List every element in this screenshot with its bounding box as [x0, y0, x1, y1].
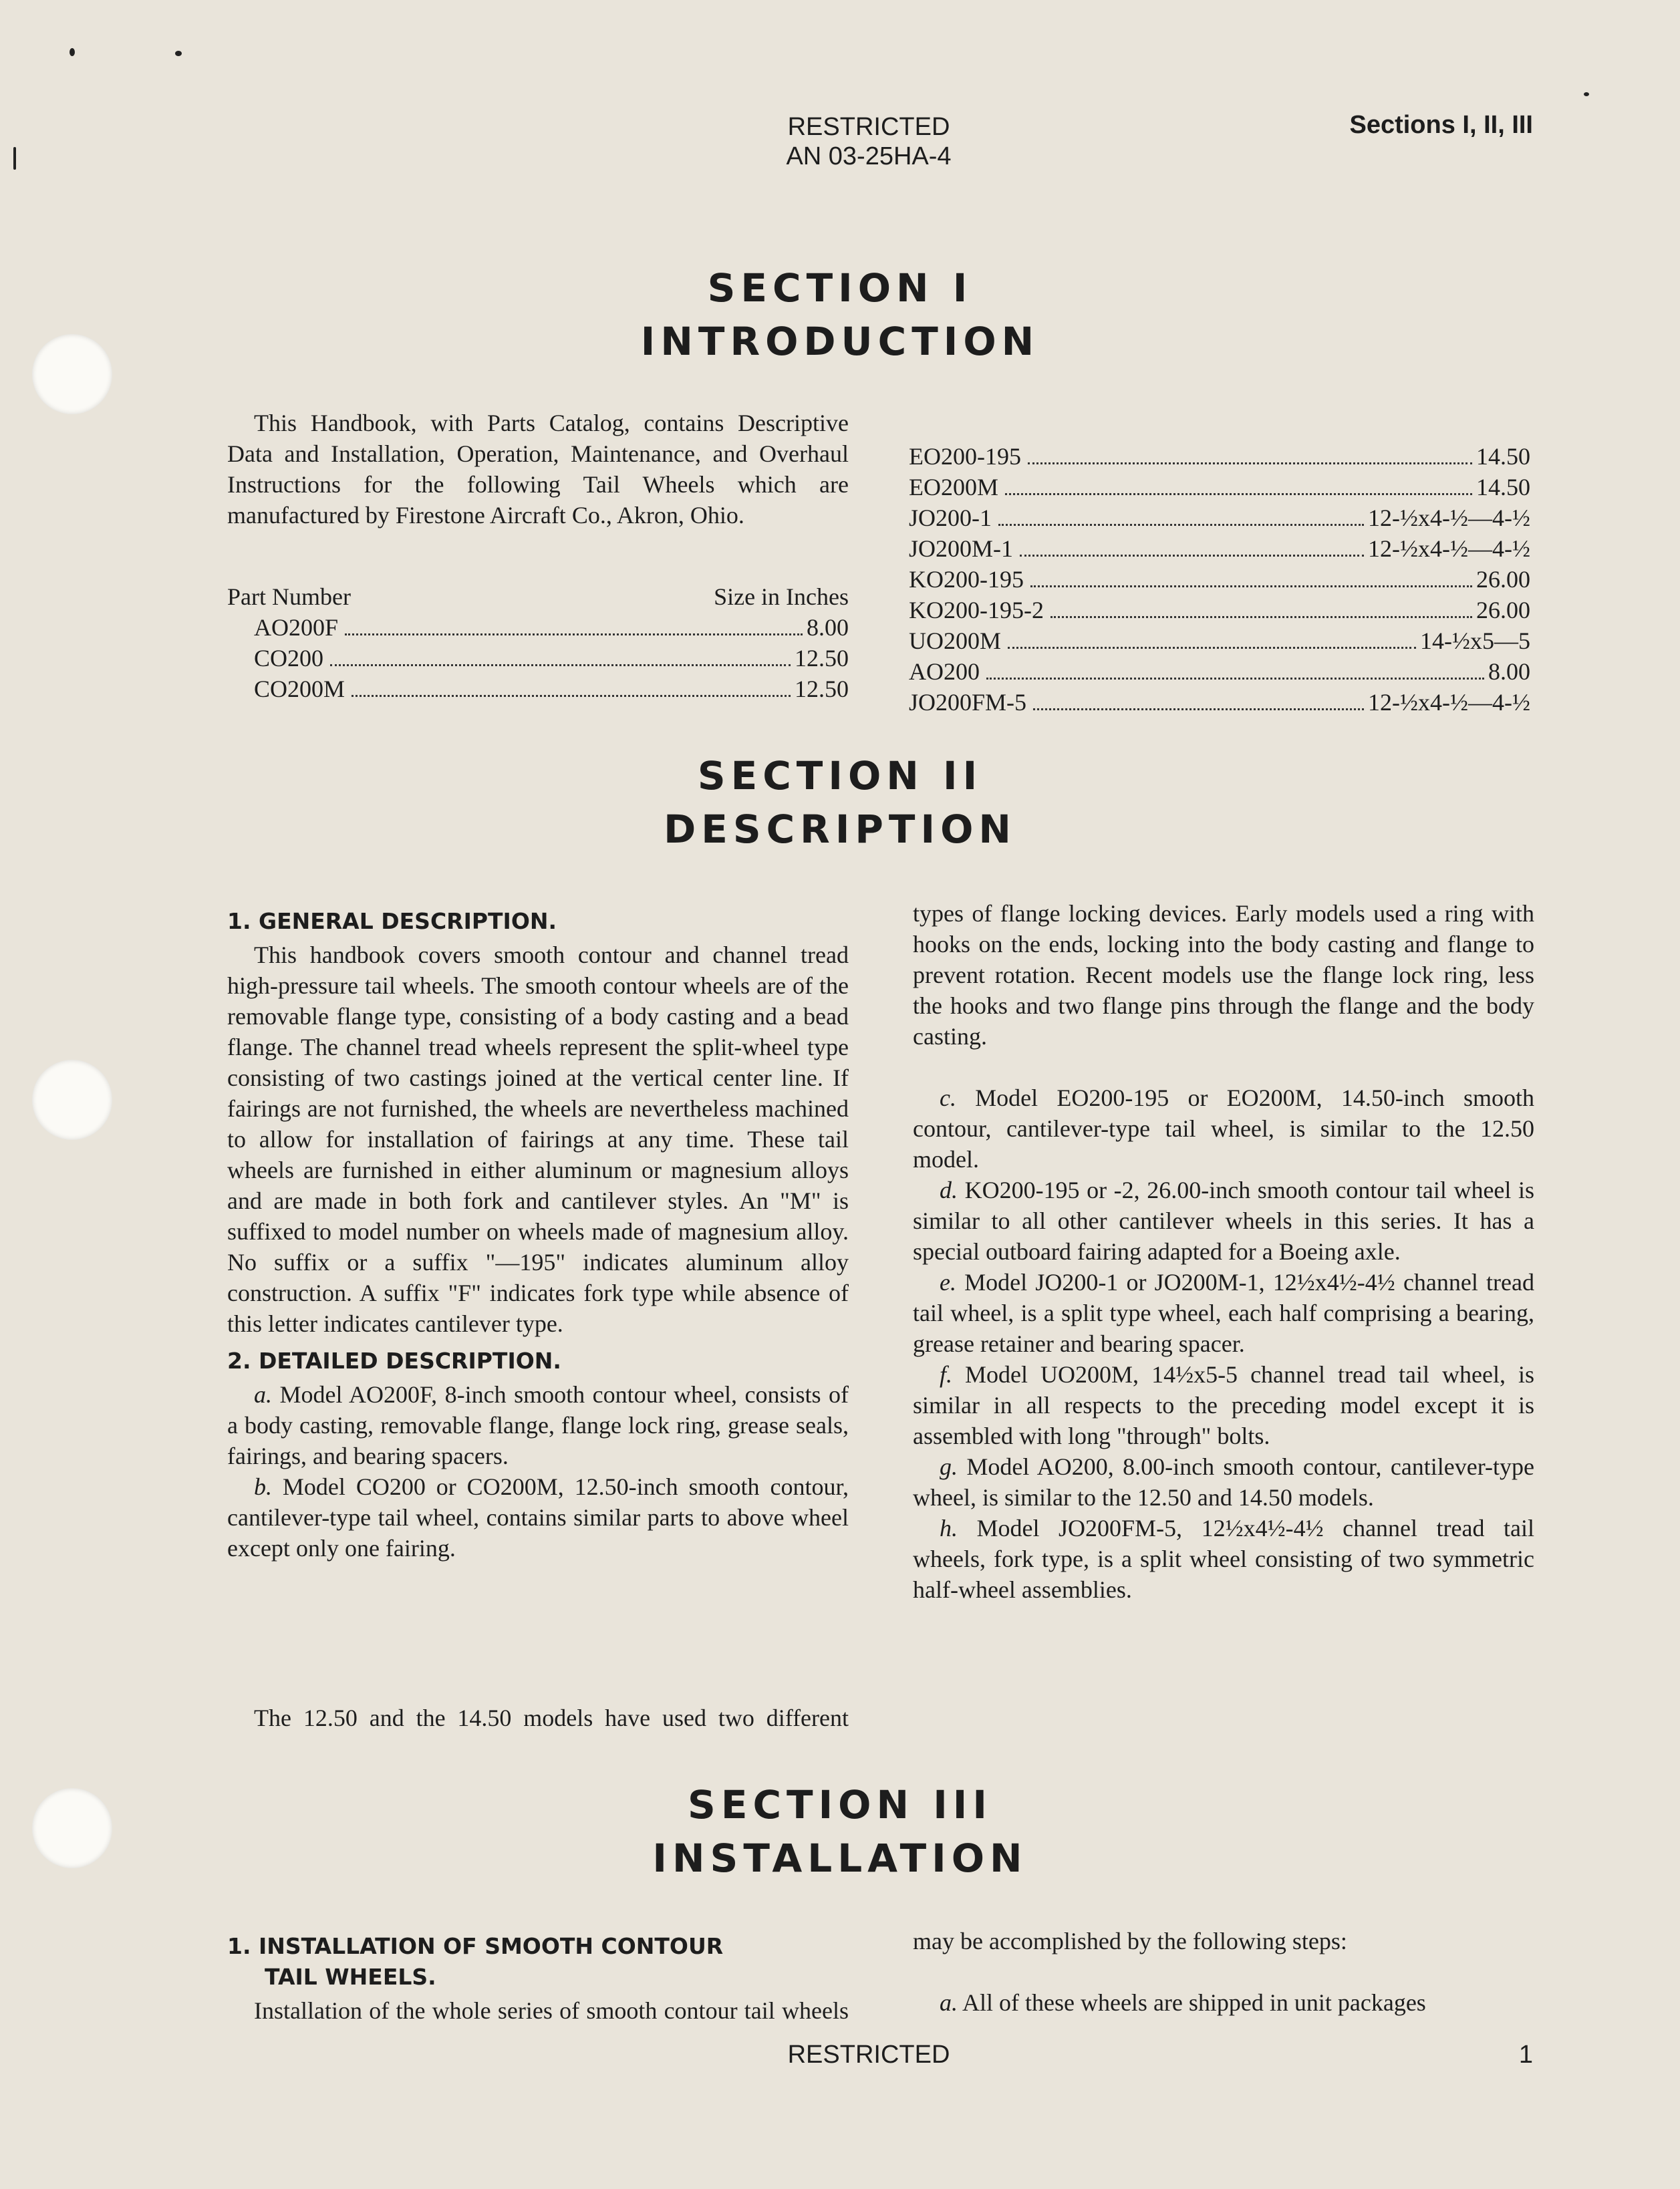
page-number: 1 [1518, 2041, 1533, 2069]
binder-hole-middle [32, 1060, 112, 1140]
item-letter: a. [940, 1989, 958, 2016]
section-3-right-column [913, 1926, 1534, 2018]
document-number: AN 03-25HA-4 [786, 142, 952, 170]
installation-paragraph-start [227, 1995, 849, 2026]
item-text: Model AO200, 8.00-inch smooth contour, cantilever-type wheel, is similar to the 12.50 and 14.50 models. [913, 1453, 1534, 1511]
parts-row [909, 472, 1530, 502]
part-size: 8.00 [1488, 658, 1530, 685]
dot-leader [352, 695, 791, 697]
speck-mark [13, 147, 16, 170]
part-size: 12-½x4-½—4-½ [1368, 689, 1530, 716]
speck-mark [69, 48, 75, 56]
dot-leader [345, 633, 803, 635]
parts-row [909, 625, 1530, 656]
item-g [913, 1451, 1534, 1513]
part-size: 12.50 [795, 645, 849, 672]
section-3-left-column [227, 1924, 849, 2026]
part-size: 8.00 [807, 614, 849, 641]
section-2-left-column [227, 899, 849, 1564]
item-text: Model CO200 or CO200M, 12.50-inch smooth contour, cantilever-type tail wheel, contains similar parts to above wheel except only one fairing. [227, 1473, 849, 1562]
part-size: 12-½x4-½—4-½ [1368, 504, 1530, 531]
item-letter: c. [940, 1084, 956, 1111]
size-heading: Size in Inches [714, 583, 849, 610]
dot-leader [986, 678, 1484, 680]
dot-leader [1008, 647, 1416, 649]
installation-heading-line2: TAIL WHEELS. [265, 1964, 436, 1990]
part-size: 14.50 [1476, 443, 1530, 470]
footer-restricted: RESTRICTED [787, 2041, 950, 2069]
general-description-heading: 1. GENERAL DESCRIPTION. [227, 908, 557, 934]
part-size: 26.00 [1476, 566, 1530, 593]
item-text: Model UO200M, 14½x5-5 channel tread tail wheel, is similar in all respects to the preceding model except it is assembled with long "through" bolts. [913, 1361, 1534, 1449]
part-size: 12.50 [795, 676, 849, 702]
part-number: EO200-195 [909, 443, 1021, 470]
part-number: JO200FM-5 [909, 689, 1027, 716]
dot-leader [330, 664, 791, 666]
parts-row [909, 595, 1530, 625]
install-item-a [913, 1987, 1534, 2018]
item-d [913, 1175, 1534, 1267]
page-header [668, 112, 1069, 171]
intro-paragraph [227, 408, 849, 531]
models-paragraph-start [227, 1703, 849, 1733]
item-c [913, 1082, 1534, 1175]
part-number: AO200F [254, 614, 339, 641]
installation-paragraph-continued [913, 1926, 1534, 1987]
installation-heading-line1: 1. INSTALLATION OF SMOOTH CONTOUR [227, 1933, 724, 1959]
parts-table-right [909, 441, 1530, 718]
dot-leader [1051, 616, 1472, 618]
dot-leader [1020, 555, 1364, 557]
general-description-text: This handbook covers smooth contour and channel tread high-pressure tail wheels. The smooth contour wheels are of the removable flange type, consisting of a body casting and a bead flange. The channel tread wheels represent the split-wheel type consisting of two castings joined at the vertical center line. If fairings are not furnished, the wheels are nevertheless machined to allow for installation of fairings at any time. These tail wheels are furnished in either aluminum or magnesium alloys and are made in both fork and cantilever styles. An "M" is suffixed to model number on wheels made of magnesium alloy. No suffix or a suffix "—195" indicates aluminum alloy construction. A suffix "F" indicates fork type while absence of this letter indicates cantilever type. [227, 941, 849, 1337]
parts-table-left [227, 581, 849, 704]
models-text: The 12.50 and the 14.50 models have used two different [254, 1705, 849, 1731]
section-1-title: INTRODUCTION [640, 319, 1040, 364]
part-number-heading: Part Number [227, 583, 351, 610]
dot-leader [998, 524, 1364, 526]
parts-row [909, 564, 1530, 595]
part-number: CO200M [254, 676, 345, 702]
item-letter: a. [254, 1381, 272, 1408]
section-3-number: SECTION III [688, 1782, 992, 1828]
part-number: EO200M [909, 474, 998, 500]
item-text: Model JO200FM-5, 12½x4½-4½ channel tread tail wheels, fork type, is a split wheel consisting of two symmetric half-wheel assemblies. [913, 1515, 1534, 1603]
installation-text: may be accomplished by the following steps: [913, 1928, 1347, 1954]
part-size: 12-½x4-½—4-½ [1368, 535, 1530, 562]
dot-leader [1033, 708, 1364, 710]
installation-heading [227, 1931, 849, 1993]
part-number: UO200M [909, 627, 1002, 654]
part-size: 26.00 [1476, 597, 1530, 623]
part-number: AO200 [909, 658, 980, 685]
item-b [227, 1471, 849, 1564]
item-text: Model EO200-195 or EO200M, 14.50-inch smooth contour, cantilever-type tail wheel, is similar to the 12.50 model. [913, 1084, 1534, 1173]
installation-text: Installation of the whole series of smooth contour tail wheels [254, 1997, 849, 2024]
item-text: Model AO200F, 8-inch smooth contour wheel, consists of a body casting, removable flange, flange lock ring, grease seals, fairings, and bearing spacers. [227, 1381, 849, 1469]
part-number: KO200-195 [909, 566, 1024, 593]
part-size: 14-½x5—5 [1420, 627, 1530, 654]
item-letter: d. [940, 1177, 958, 1203]
item-e [913, 1267, 1534, 1359]
part-number: JO200M-1 [909, 535, 1014, 562]
parts-row [909, 687, 1530, 718]
section-3-title: INSTALLATION [652, 1836, 1028, 1881]
part-number: JO200-1 [909, 504, 992, 531]
parts-row [909, 502, 1530, 533]
section-1-number: SECTION I [707, 265, 973, 311]
speck-mark [175, 51, 182, 56]
parts-row [909, 656, 1530, 687]
item-text: All of these wheels are shipped in unit packages [958, 1989, 1426, 2016]
part-number: CO200 [254, 645, 324, 672]
dot-leader [1028, 462, 1472, 464]
parts-row [227, 643, 849, 674]
item-letter: b. [254, 1473, 272, 1500]
item-letter: e. [940, 1269, 956, 1296]
item-a [227, 1379, 849, 1471]
dot-leader [1005, 493, 1472, 495]
section-2-number: SECTION II [697, 753, 983, 798]
parts-row [909, 441, 1530, 472]
parts-table-header [227, 581, 849, 612]
intro-text: This Handbook, with Parts Catalog, contains Descriptive Data and Installation, Operation, Maintenance, and Overhaul Instructions for the following Tail Wheels which are manufactured by Firestone Aircraft Co., Akron, Ohio. [227, 410, 849, 529]
section-2-title: DESCRIPTION [664, 807, 1016, 852]
item-f [913, 1359, 1534, 1451]
item-letter: h. [940, 1515, 958, 1542]
parts-row [227, 612, 849, 643]
item-letter: f. [940, 1361, 953, 1388]
part-number: KO200-195-2 [909, 597, 1044, 623]
sections-label: Sections I, II, III [1349, 111, 1533, 139]
detailed-description-heading: 2. DETAILED DESCRIPTION. [227, 1348, 561, 1374]
item-letter: g. [940, 1453, 958, 1480]
parts-row [227, 674, 849, 704]
part-size: 14.50 [1476, 474, 1530, 500]
models-text: types of flange locking devices. Early models used a ring with hooks on the ends, locking into the body casting and flange to prevent rotation. Recent models use the flange lock ring, less the hooks and two flange pins through the flange and the body casting. [913, 900, 1534, 1050]
speck-mark [1584, 92, 1589, 96]
item-h [913, 1513, 1534, 1605]
section-2-right-column [913, 898, 1534, 1605]
parts-row [909, 533, 1530, 564]
item-text: KO200-195 or -2, 26.00-inch smooth contour tail wheel is similar to all other cantilever wheels in this series. It has a special outboard fairing adapted for a Boeing axle. [913, 1177, 1534, 1265]
item-text: Model JO200-1 or JO200M-1, 12½x4½-4½ channel tread tail wheel, is a split type wheel, each half comprising a bearing, grease retainer and bearing spacer. [913, 1269, 1534, 1357]
models-paragraph-continued [913, 898, 1534, 1082]
dot-leader [1030, 585, 1472, 587]
restricted-label: RESTRICTED [787, 113, 950, 141]
